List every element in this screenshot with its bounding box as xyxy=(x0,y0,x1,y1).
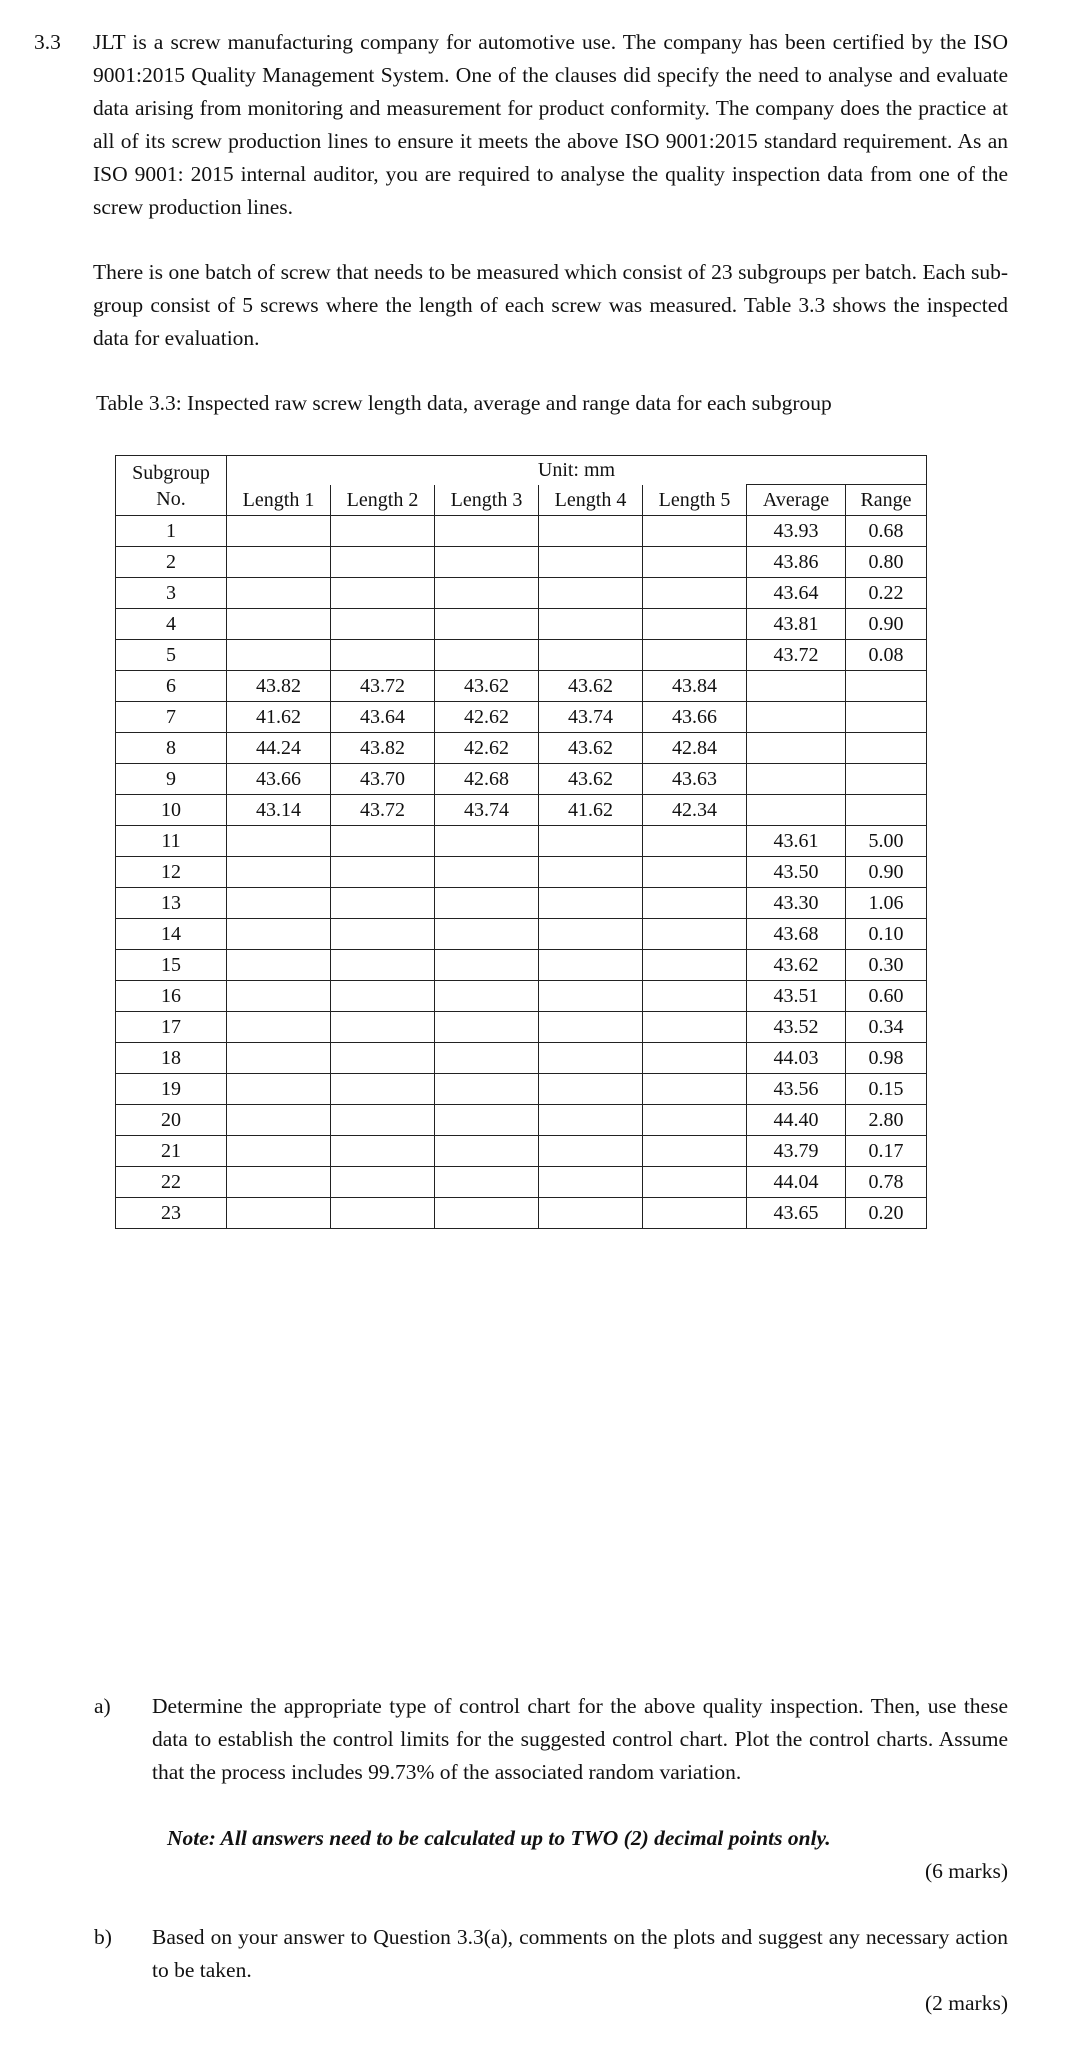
cell-subgroup-no: 17 xyxy=(116,1012,227,1043)
cell-subgroup-no: 7 xyxy=(116,702,227,733)
header-subgroup-no xyxy=(116,456,227,516)
cell-range: 5.00 xyxy=(846,826,927,857)
cell-length: 43.72 xyxy=(331,671,435,702)
table-row xyxy=(116,1043,927,1074)
cell-subgroup-no: 2 xyxy=(116,547,227,578)
cell-length xyxy=(643,1136,747,1167)
table-row xyxy=(116,826,927,857)
cell-length: 43.66 xyxy=(227,764,331,795)
cell-length xyxy=(539,981,643,1012)
part-a-label: a) xyxy=(94,1694,111,1718)
cell-length: 43.70 xyxy=(331,764,435,795)
cell-length xyxy=(331,547,435,578)
cell-length xyxy=(435,857,539,888)
table-row xyxy=(116,640,927,671)
cell-range: 0.22 xyxy=(846,578,927,609)
cell-length xyxy=(643,640,747,671)
cell-length xyxy=(643,950,747,981)
cell-length xyxy=(227,919,331,950)
table-row xyxy=(116,609,927,640)
cell-length: 43.62 xyxy=(539,671,643,702)
table-row xyxy=(116,547,927,578)
cell-subgroup-no: 20 xyxy=(116,1105,227,1136)
cell-average: 43.62 xyxy=(747,950,846,981)
cell-length xyxy=(227,1012,331,1043)
table-row xyxy=(116,919,927,950)
cell-length xyxy=(227,640,331,671)
cell-length xyxy=(539,1198,643,1229)
cell-subgroup-no: 4 xyxy=(116,609,227,640)
cell-average: 44.04 xyxy=(747,1167,846,1198)
cell-subgroup-no: 8 xyxy=(116,733,227,764)
cell-average: 44.03 xyxy=(747,1043,846,1074)
cell-range xyxy=(846,764,927,795)
cell-length xyxy=(643,1012,747,1043)
cell-length xyxy=(331,1043,435,1074)
cell-length: 43.74 xyxy=(539,702,643,733)
cell-length xyxy=(331,919,435,950)
cell-length xyxy=(331,1012,435,1043)
cell-average: 43.30 xyxy=(747,888,846,919)
cell-length xyxy=(539,1043,643,1074)
cell-length: 43.63 xyxy=(643,764,747,795)
cell-length xyxy=(435,1167,539,1198)
column-header: Length 1 xyxy=(227,485,331,516)
cell-average: 43.86 xyxy=(747,547,846,578)
cell-length xyxy=(435,578,539,609)
cell-length xyxy=(643,1198,747,1229)
cell-length: 43.74 xyxy=(435,795,539,826)
cell-length: 42.34 xyxy=(643,795,747,826)
cell-length xyxy=(227,888,331,919)
cell-length: 42.84 xyxy=(643,733,747,764)
cell-length: 43.72 xyxy=(331,795,435,826)
cell-length xyxy=(539,826,643,857)
part-b-text: Based on your answer to Question 3.3(a), comments on the plots and suggest any necessary action to be taken. xyxy=(152,1925,1008,1982)
table-header-row-unit xyxy=(116,456,927,485)
cell-length xyxy=(539,1136,643,1167)
question-paragraph-intro: JLT is a screw manufacturing company for automotive use. The company has been certified by the ISO 9001:2015 Quality Management System. One of the clauses did specify the need to analyse and evaluate data arising from monitoring and measurement for product conformity. The company does the practice at all of its screw production lines to ensure it meets the above ISO 9001:2015 standard requirement. As an ISO 9001: 2015 internal auditor, you are required to analyse the quality inspection data from one of the screw production lines. xyxy=(93,30,1008,219)
cell-length xyxy=(331,1198,435,1229)
cell-length xyxy=(435,609,539,640)
cell-length xyxy=(331,1167,435,1198)
cell-range: 1.06 xyxy=(846,888,927,919)
cell-length: 41.62 xyxy=(227,702,331,733)
cell-range xyxy=(846,702,927,733)
cell-range: 0.78 xyxy=(846,1167,927,1198)
question-number: 3.3 xyxy=(34,30,61,54)
table-caption: Table 3.3: Inspected raw screw length data, average and range data for each subgroup xyxy=(96,391,832,415)
cell-length xyxy=(331,857,435,888)
cell-length xyxy=(435,1105,539,1136)
cell-subgroup-no: 3 xyxy=(116,578,227,609)
column-header: Range xyxy=(846,485,927,516)
cell-length xyxy=(435,1012,539,1043)
cell-subgroup-no: 11 xyxy=(116,826,227,857)
cell-length xyxy=(539,1105,643,1136)
cell-length: 43.66 xyxy=(643,702,747,733)
cell-length xyxy=(227,547,331,578)
cell-length xyxy=(227,609,331,640)
cell-subgroup-no: 16 xyxy=(116,981,227,1012)
cell-length: 42.62 xyxy=(435,733,539,764)
cell-length xyxy=(331,826,435,857)
table-row xyxy=(116,1198,927,1229)
part-a-text: Determine the appropriate type of control chart for the above quality inspection. Then, use these data to establish the control limits for the suggested control chart. Plot the control charts. Assume that the process includes 99.73% of the associated random variation. xyxy=(152,1694,1008,1784)
cell-length xyxy=(227,981,331,1012)
cell-length xyxy=(539,609,643,640)
cell-length xyxy=(435,919,539,950)
cell-range: 2.80 xyxy=(846,1105,927,1136)
cell-length: 42.62 xyxy=(435,702,539,733)
table-row xyxy=(116,733,927,764)
cell-length xyxy=(435,981,539,1012)
cell-length xyxy=(227,1105,331,1136)
header-unit: Unit: mm xyxy=(227,456,927,485)
cell-subgroup-no: 22 xyxy=(116,1167,227,1198)
cell-average: 43.65 xyxy=(747,1198,846,1229)
cell-length xyxy=(643,516,747,547)
inspection-data-table xyxy=(115,455,927,1229)
cell-length xyxy=(643,547,747,578)
cell-length: 44.24 xyxy=(227,733,331,764)
cell-range: 0.80 xyxy=(846,547,927,578)
cell-range: 0.90 xyxy=(846,857,927,888)
cell-length xyxy=(643,578,747,609)
cell-subgroup-no: 1 xyxy=(116,516,227,547)
cell-length xyxy=(539,950,643,981)
cell-length xyxy=(331,1105,435,1136)
table-row xyxy=(116,795,927,826)
cell-length xyxy=(539,1074,643,1105)
cell-length xyxy=(227,1198,331,1229)
cell-length xyxy=(227,1043,331,1074)
cell-length xyxy=(331,1074,435,1105)
cell-length xyxy=(331,578,435,609)
cell-length xyxy=(435,950,539,981)
table-row xyxy=(116,857,927,888)
cell-subgroup-no: 5 xyxy=(116,640,227,671)
cell-length xyxy=(435,1043,539,1074)
table-row xyxy=(116,671,927,702)
cell-length xyxy=(227,1074,331,1105)
cell-range: 0.10 xyxy=(846,919,927,950)
cell-length xyxy=(227,1167,331,1198)
cell-average: 43.79 xyxy=(747,1136,846,1167)
cell-subgroup-no: 15 xyxy=(116,950,227,981)
cell-range: 0.60 xyxy=(846,981,927,1012)
cell-average xyxy=(747,764,846,795)
cell-length xyxy=(539,857,643,888)
cell-length xyxy=(435,1136,539,1167)
cell-average xyxy=(747,671,846,702)
cell-length xyxy=(435,826,539,857)
cell-length xyxy=(643,826,747,857)
cell-length: 41.62 xyxy=(539,795,643,826)
cell-range: 0.17 xyxy=(846,1136,927,1167)
cell-length xyxy=(539,640,643,671)
cell-length: 43.84 xyxy=(643,671,747,702)
cell-subgroup-no: 13 xyxy=(116,888,227,919)
cell-subgroup-no: 21 xyxy=(116,1136,227,1167)
table-row xyxy=(116,950,927,981)
cell-length xyxy=(435,1198,539,1229)
cell-length xyxy=(539,1167,643,1198)
cell-length xyxy=(539,578,643,609)
cell-average: 43.50 xyxy=(747,857,846,888)
cell-subgroup-no: 19 xyxy=(116,1074,227,1105)
cell-subgroup-no: 10 xyxy=(116,795,227,826)
cell-average: 43.68 xyxy=(747,919,846,950)
table-row xyxy=(116,578,927,609)
table-row xyxy=(116,764,927,795)
cell-average: 43.51 xyxy=(747,981,846,1012)
cell-length xyxy=(435,516,539,547)
cell-length: 43.62 xyxy=(435,671,539,702)
cell-length xyxy=(331,981,435,1012)
cell-length xyxy=(331,1136,435,1167)
question-paragraph-batch: There is one batch of screw that needs to be measured which consist of 23 subgroups per batch. Each sub-group consist of 5 screws where the length of each screw was measured. Table 3.3 shows the inspected data for evaluation. xyxy=(93,260,1008,350)
cell-length: 43.82 xyxy=(227,671,331,702)
cell-average: 43.72 xyxy=(747,640,846,671)
cell-length xyxy=(227,857,331,888)
cell-length xyxy=(331,640,435,671)
cell-length xyxy=(643,981,747,1012)
cell-length xyxy=(643,1105,747,1136)
cell-length xyxy=(643,1167,747,1198)
cell-length xyxy=(643,1043,747,1074)
cell-length xyxy=(539,516,643,547)
cell-average: 43.52 xyxy=(747,1012,846,1043)
cell-length xyxy=(435,1074,539,1105)
cell-length xyxy=(435,547,539,578)
column-header: Average xyxy=(747,485,846,516)
cell-range: 0.30 xyxy=(846,950,927,981)
table-row xyxy=(116,1074,927,1105)
cell-range: 0.15 xyxy=(846,1074,927,1105)
cell-range: 0.68 xyxy=(846,516,927,547)
part-a-marks: (6 marks) xyxy=(925,1859,1008,1883)
cell-average: 43.64 xyxy=(747,578,846,609)
cell-length xyxy=(643,1074,747,1105)
cell-average xyxy=(747,733,846,764)
cell-length xyxy=(539,1012,643,1043)
cell-length xyxy=(227,950,331,981)
cell-length xyxy=(227,826,331,857)
cell-length xyxy=(227,1136,331,1167)
cell-subgroup-no: 14 xyxy=(116,919,227,950)
column-header: Length 3 xyxy=(435,485,539,516)
cell-range: 0.34 xyxy=(846,1012,927,1043)
table-row xyxy=(116,1105,927,1136)
header-subgroup-line2: No. xyxy=(156,487,186,510)
table-row xyxy=(116,1012,927,1043)
cell-length xyxy=(643,888,747,919)
cell-range: 0.20 xyxy=(846,1198,927,1229)
cell-average: 43.56 xyxy=(747,1074,846,1105)
cell-range xyxy=(846,795,927,826)
column-header: Length 4 xyxy=(539,485,643,516)
cell-length: 43.82 xyxy=(331,733,435,764)
cell-average xyxy=(747,795,846,826)
cell-subgroup-no: 18 xyxy=(116,1043,227,1074)
table-row xyxy=(116,888,927,919)
cell-range xyxy=(846,671,927,702)
table-header-row-columns xyxy=(116,485,927,516)
cell-length: 43.62 xyxy=(539,733,643,764)
cell-length xyxy=(435,888,539,919)
cell-length: 43.62 xyxy=(539,764,643,795)
cell-length xyxy=(539,888,643,919)
cell-length xyxy=(539,919,643,950)
cell-length xyxy=(539,547,643,578)
cell-average: 43.93 xyxy=(747,516,846,547)
cell-length: 42.68 xyxy=(435,764,539,795)
cell-subgroup-no: 6 xyxy=(116,671,227,702)
part-a-note: Note: All answers need to be calculated up to TWO (2) decimal points only. xyxy=(167,1826,831,1850)
cell-length xyxy=(331,609,435,640)
table-body xyxy=(116,516,927,1229)
cell-length xyxy=(331,516,435,547)
part-b-label: b) xyxy=(94,1925,112,1949)
cell-length xyxy=(227,516,331,547)
cell-length xyxy=(643,609,747,640)
cell-length: 43.64 xyxy=(331,702,435,733)
table-row xyxy=(116,702,927,733)
column-header: Length 5 xyxy=(643,485,747,516)
cell-average: 44.40 xyxy=(747,1105,846,1136)
header-subgroup-line1: Subgroup xyxy=(132,461,210,484)
cell-range: 0.98 xyxy=(846,1043,927,1074)
table-row xyxy=(116,1167,927,1198)
cell-length xyxy=(643,857,747,888)
cell-range: 0.08 xyxy=(846,640,927,671)
table-row xyxy=(116,1136,927,1167)
cell-length xyxy=(331,888,435,919)
column-header: Length 2 xyxy=(331,485,435,516)
cell-length xyxy=(643,919,747,950)
cell-subgroup-no: 12 xyxy=(116,857,227,888)
cell-average xyxy=(747,702,846,733)
cell-subgroup-no: 9 xyxy=(116,764,227,795)
cell-range xyxy=(846,733,927,764)
cell-subgroup-no: 23 xyxy=(116,1198,227,1229)
cell-range: 0.90 xyxy=(846,609,927,640)
part-b-marks: (2 marks) xyxy=(925,1991,1008,2015)
cell-average: 43.81 xyxy=(747,609,846,640)
cell-length: 43.14 xyxy=(227,795,331,826)
cell-length xyxy=(331,950,435,981)
cell-length xyxy=(435,640,539,671)
cell-average: 43.61 xyxy=(747,826,846,857)
table-row xyxy=(116,981,927,1012)
cell-length xyxy=(227,578,331,609)
table-row xyxy=(116,516,927,547)
